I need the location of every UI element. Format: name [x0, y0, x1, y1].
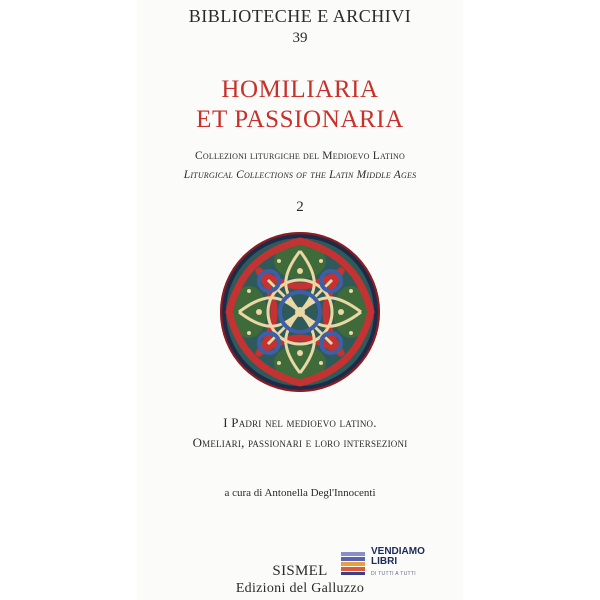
series-name: BIBLIOTECHE E ARCHIVI: [188, 6, 412, 26]
publisher-imprint: Edizioni del Galluzzo: [235, 581, 365, 596]
editor-credit: a cura di Antonella Degl'Innocenti: [224, 487, 376, 499]
celtic-knot-icon: [219, 231, 381, 393]
badge-line-2: LIBRI: [371, 556, 398, 567]
badge-title: [371, 547, 425, 567]
book-title-line-2: ET PASSIONARIA: [196, 106, 404, 133]
subtitle-english: Liturgical Collections of the Latin Middle Ages: [183, 169, 417, 181]
volume-number: 2: [296, 199, 304, 215]
volume-title-line-1: I Padri nel medioevo latino.: [223, 415, 377, 430]
volume-title-line-2: Omeliari, passionari e loro intersezioni: [192, 435, 408, 450]
vendiamo-libri-badge: [339, 546, 425, 581]
series-number: 39: [292, 30, 308, 46]
badge-line-1: VENDIAMO: [371, 546, 425, 557]
publisher-name: SISMEL: [272, 563, 328, 579]
books-icon: [339, 549, 367, 577]
badge-tagline: DI TUTTI A TUTTI: [371, 571, 416, 577]
subtitle-italian: Collezioni liturgiche del Medioevo Latino: [195, 150, 405, 162]
book-title-line-1: HOMILIARIA: [221, 76, 379, 103]
